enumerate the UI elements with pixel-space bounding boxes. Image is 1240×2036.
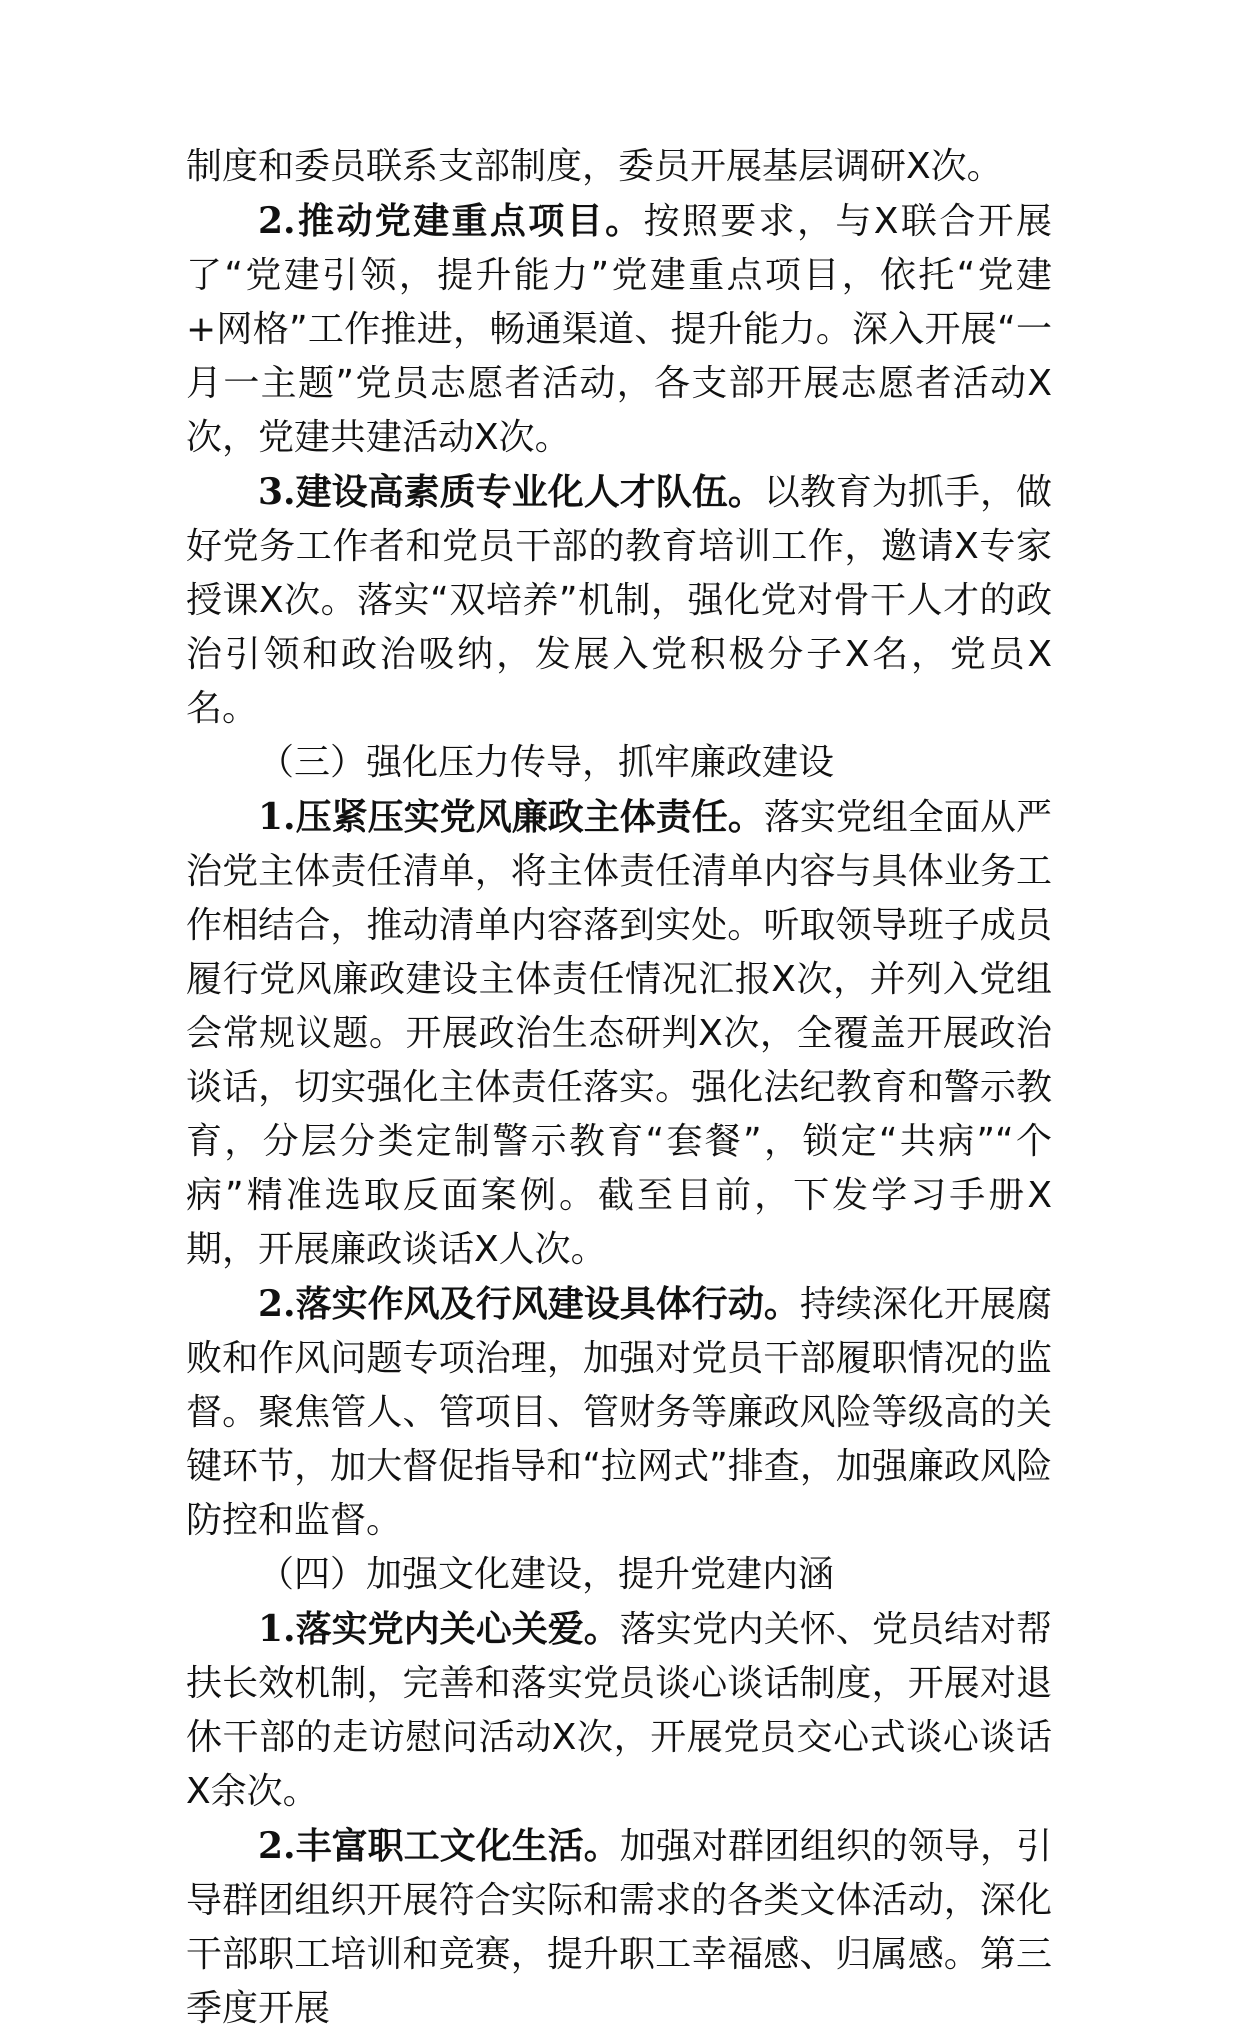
paragraph-talent-team [186, 465, 1052, 736]
paragraph-text: 持续深化开展腐败和作风问题专项治理，加强对党员干部履职情况的监督。聚焦管人、管项目、管财务等廉政风险等级高的关键环节，加大督促指导和“拉网式”排查，加强廉政风险防控和监督。 [186, 1284, 1052, 1541]
paragraph-text: 制度和委员联系支部制度，委员开展基层调研X次。 [186, 146, 1003, 187]
paragraph-care [186, 1602, 1052, 1819]
paragraph-text: 按照要求，与X联合开展了“党建引领，提升能力”党建重点项目，依托“党建+网格”工作推进，畅通渠道、提升能力。深入开展“一月一主题”党员志愿者活动，各支部开展志愿者活动X次，党建共建活动X次。 [186, 201, 1052, 458]
paragraph-continuation [186, 140, 1052, 194]
paragraph-lead: 1.压紧压实党风廉政主体责任。 [258, 796, 764, 838]
section-heading-3: （三）强化压力传导，抓牢廉政建设 [258, 742, 835, 783]
paragraph-text: 加强对群团组织的领导，引导群团组织开展符合实际和需求的各类文体活动，深化干部职工培训和竞赛，提升职工幸福感、归属感。第三季度开展 [186, 1826, 1052, 2029]
paragraph-lead: 2.落实作风及行风建设具体行动。 [258, 1283, 800, 1325]
paragraph-text: 落实党组全面从严治党主体责任清单，将主体责任清单内容与具体业务工作相结合，推动清单内容落到实处。听取领导班子成员履行党风廉政建设主体责任情况汇报X次，并列入党组会常规议题。开展政治生态研判X次，全覆盖开展政治谈话，切实强化主体责任落实。强化法纪教育和警示教育，分层分类定制警示教育“套餐”，锁定“共病”“个病”精准选取反面案例。截至目前，下发学习手册X期，开展廉政谈话X人次。 [186, 797, 1052, 1270]
paragraph-lead: 2.丰富职工文化生活。 [258, 1825, 620, 1867]
document-page [186, 140, 1052, 2036]
paragraph-text: 落实党内关怀、党员结对帮扶长效机制，完善和落实党员谈心谈话制度，开展对退休干部的走访慰问活动X次，开展党员交心式谈心谈话X余次。 [186, 1609, 1052, 1812]
paragraph-culture-life [186, 1819, 1052, 2036]
paragraph-text: 以教育为抓手，做好党务工作者和党员干部的教育培训工作，邀请X专家授课X次。落实“双培养”机制，强化党对骨干人才的政治引领和政治吸纳，发展入党积极分子X名，党员X名。 [186, 472, 1052, 729]
paragraph-lead: 3.建设高素质专业化人才队伍。 [258, 471, 764, 513]
section-heading-4: （四）加强文化建设，提升党建内涵 [258, 1554, 835, 1595]
paragraph-integrity-responsibility [186, 790, 1052, 1277]
paragraph-work-style [186, 1277, 1052, 1548]
paragraph-lead: 1.落实党内关心关爱。 [258, 1608, 620, 1650]
paragraph-lead: 2.推动党建重点项目。 [258, 200, 644, 242]
paragraph-party-building-project [186, 194, 1052, 465]
